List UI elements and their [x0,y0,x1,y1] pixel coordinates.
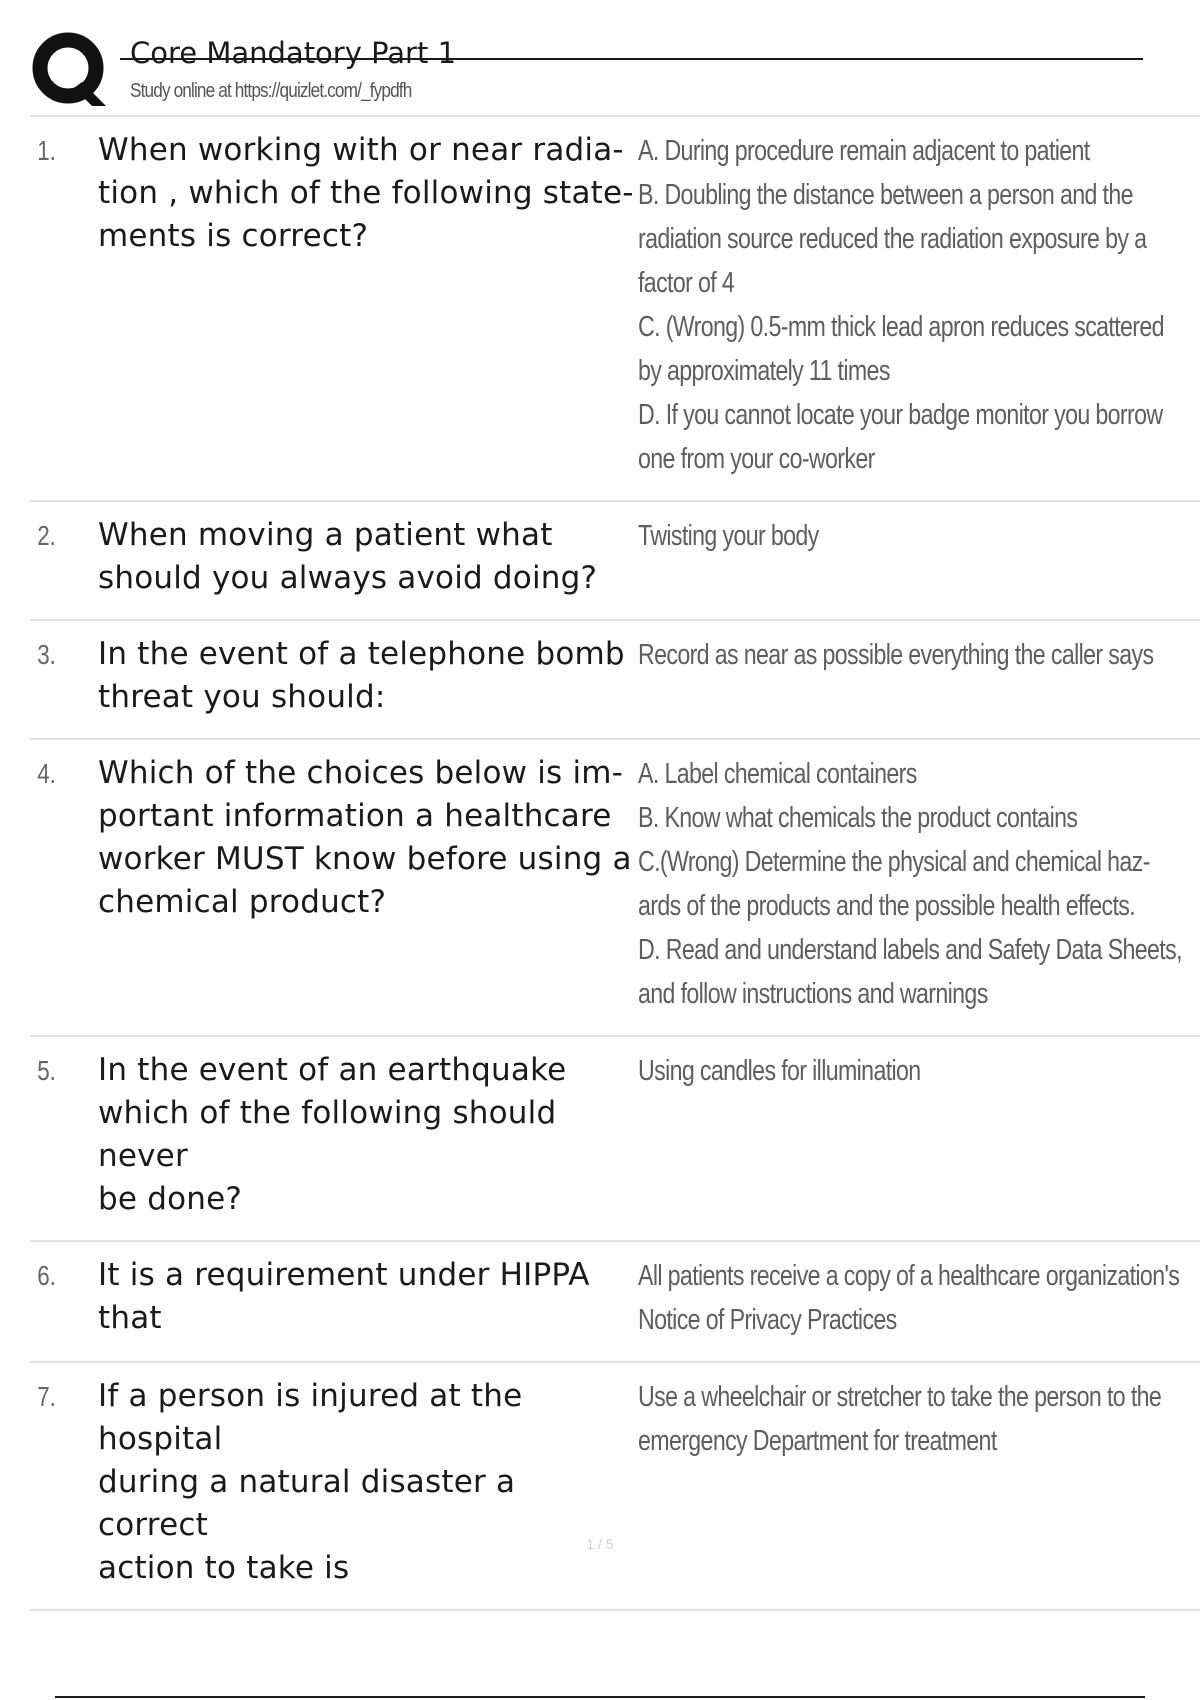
card-number: 3. [37,639,56,670]
definition-line: Twisting your body [638,520,819,552]
study-online-link[interactable]: Study online at https://quizlet.com/_fypdfh [130,80,412,102]
definition-line: ards of the products and the possible health effects. [638,890,1136,922]
flashcard-row [30,1363,1200,1611]
document-title: Core Mandatory Part 1 [130,36,457,70]
term-text: If a person is injured at the hospital during a natural disaster a correct action to take is [98,1378,523,1586]
card-definition [635,129,1200,481]
card-number: 4. [37,758,56,789]
flashcard-row [30,1242,1200,1363]
card-number: 7. [37,1381,56,1412]
card-term [98,752,635,1016]
flashcard-row [30,621,1200,740]
definition-line: A. Label chemical containers [638,758,917,790]
card-term [98,514,635,600]
definition-line: D. If you cannot locate your badge monitor you borrow [638,399,1163,431]
definition-line: emergency Department for treatment [638,1425,997,1457]
definition-line: one from your co-worker [638,443,875,475]
card-number: 1. [37,135,56,166]
definition-line: C.(Wrong) Determine the physical and chemical haz- [638,846,1150,878]
flashcard-list [30,117,1200,1611]
term-text: When working with or near radia- tion , which of the following state- ments is correct? [98,132,634,254]
card-term [98,633,635,719]
card-definition [635,752,1200,1016]
quizlet-logo-icon [30,30,112,112]
definition-line: Record as near as possible everything the caller says [638,639,1154,671]
card-term [98,1254,635,1342]
card-definition [635,633,1200,719]
term-text: It is a requirement under HIPPA that [98,1257,590,1336]
definition-line: by approximately 11 times [638,355,890,387]
card-number: 6. [37,1260,56,1291]
definition-line: factor of 4 [638,267,735,299]
definition-line: A. During procedure remain adjacent to patient [638,135,1090,167]
card-definition [635,1375,1200,1590]
definition-line: C. (Wrong) 0.5-mm thick lead apron reduces scattered [638,311,1164,343]
card-definition [635,1049,1200,1221]
card-term [98,129,635,481]
footer-divider [55,1696,1145,1698]
term-text: In the event of an earthquake which of the following should never be done? [98,1052,567,1217]
definition-line: and follow instructions and warnings [638,978,988,1010]
page-number: 1 / 5 [586,1536,614,1552]
card-definition [635,514,1200,600]
term-text: When moving a patient what should you always avoid doing? [98,517,598,596]
card-number: 5. [37,1055,56,1086]
card-number: 2. [37,520,56,551]
definition-line: B. Know what chemicals the product contains [638,802,1078,834]
definition-line: Use a wheelchair or stretcher to take the person to the [638,1381,1162,1413]
definition-line: D. Read and understand labels and Safety Data Sheets, [638,934,1182,966]
definition-line: Using candles for illumination [638,1055,921,1087]
card-term [98,1375,635,1590]
card-term [98,1049,635,1221]
flashcard-row [30,117,1200,502]
term-text: Which of the choices below is im- portant information a healthcare worker MUST know before using a chemical product? [98,755,632,920]
term-text: In the event of a telephone bomb threat you should: [98,636,625,715]
card-definition [635,1254,1200,1342]
definition-line: B. Doubling the distance between a person and the [638,179,1133,211]
definition-line: radiation source reduced the radiation exposure by a [638,223,1147,255]
flashcard-row [30,1037,1200,1242]
definition-line: Notice of Privacy Practices [638,1304,897,1336]
definition-line: All patients receive a copy of a healthcare organization's [638,1260,1180,1292]
flashcard-row [30,502,1200,621]
flashcard-row [30,740,1200,1037]
